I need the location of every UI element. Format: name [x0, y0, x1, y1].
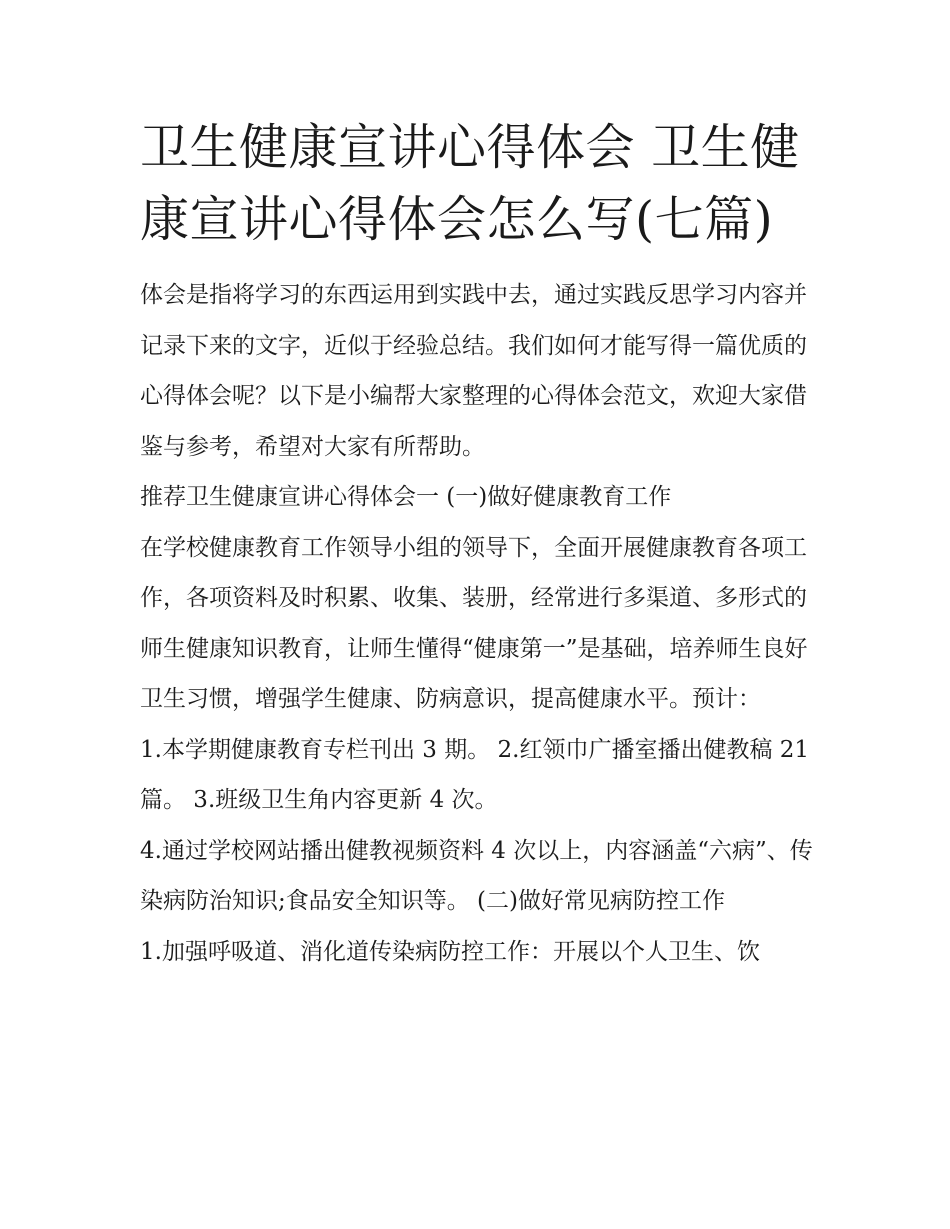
section-heading: 推荐卫生健康宣讲心得体会一 (一)做好健康教育工作 [140, 484, 672, 510]
body-paragraph-1: 在学校健康教育工作领导小组的领导下，全面开展健康教育各项工作，各项资料及时积累、收集、装册，经常进行多渠道、多形式的师生健康知识教育，让师生懂得“健康第一”是基础，培养师生良好卫生习惯，增强学生健康、防病意识，提高健康水平。预计： [140, 534, 808, 712]
body-paragraph-2: 1.本学期健康教育专栏刊出 3 期。 2.红领巾广播室播出健教稿 21 篇。 3.班级卫生角内容更新 4 次。 [140, 736, 810, 813]
document-page [140, 112, 820, 977]
intro-paragraph: 体会是指将学习的东西运用到实践中去，通过实践反思学习内容并记录下来的文字，近似于经验总结。我们如何才能写得一篇优质的心得体会呢？以下是小编帮大家整理的心得体会范文，欢迎大家借鉴与参考，希望对大家有所帮助。 [140, 282, 807, 460]
body-paragraph-4: 1.加强呼吸道、消化道传染病防控工作：开展以个人卫生、饮 [140, 938, 760, 965]
body-paragraph-3: 4.通过学校网站播出健教视频资料 4 次以上，内容涵盖“六病”、传染病防治知识;食品安全知识等。 (二)做好常见病防控工作 [140, 837, 813, 914]
document-title: 卫生健康宣讲心得体会 卫生健康宣讲心得体会怎么写(七篇) [140, 119, 800, 248]
